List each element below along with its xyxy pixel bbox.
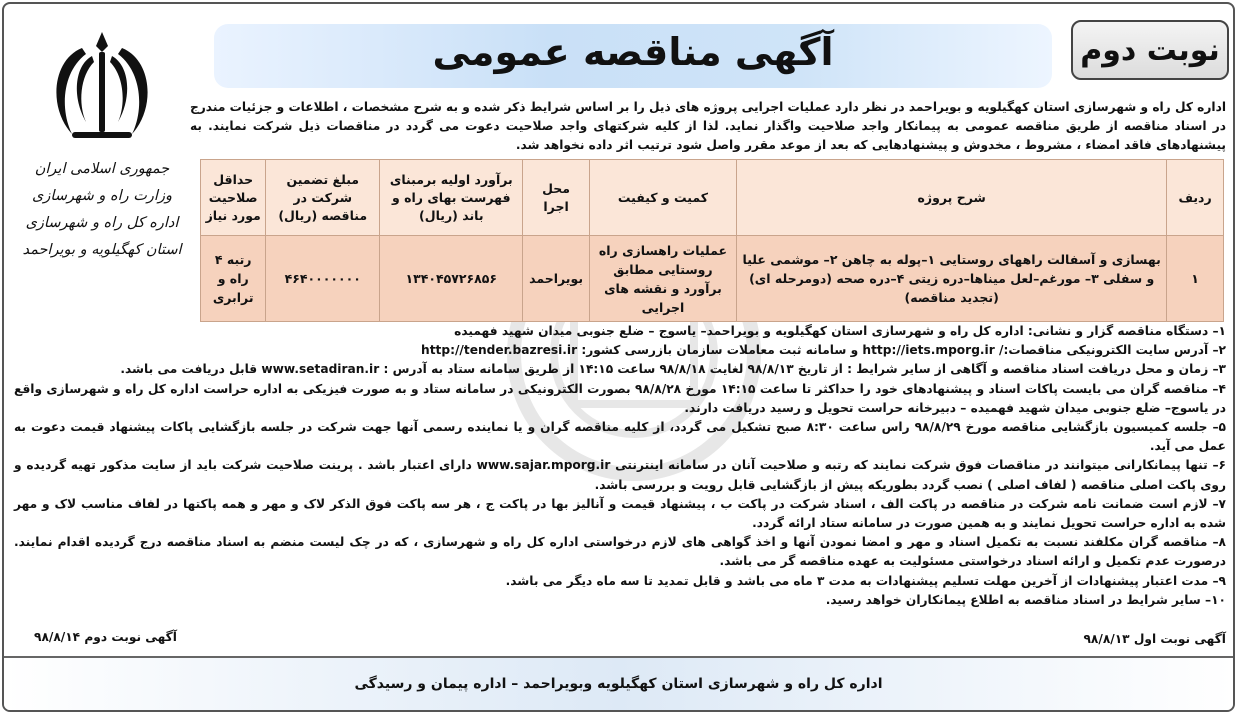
condition-item: ۲– آدرس سایت الکترونیکی مناقصات:/ http://iets.mporg.ir و سامانه ثبت معاملات سازمان بازرسی کشور: http://tender.bazresi.ir	[421, 343, 1226, 358]
cell-description: بهسازی و آسفالت راههای روستایی ۱–پوله به چاهن ۲– موشمی علیا و سفلی ۳– مورغم–لعل میناها–دره زیتی ۴–دره صحه (دومرحله ای) (تجدید مناقصه)	[737, 236, 1167, 322]
condition-item: ۹– مدت اعتبار پیشنهادات از آخرین مهلت تسلیم پیشنهادات به مدت ۳ ماه می باشد و قابل تمدید تا سه ماه دیگر می باشد.	[505, 573, 1226, 588]
cell-location: بویراحمد	[523, 236, 589, 322]
dates-row	[34, 632, 1226, 652]
condition-item: ۶– تنها پیمانکارانی میتوانند در مناقصات فوق شرکت نمایند که رتبه و صلاحیت آنان در سامانه اینترنتی www.sajar.mporg.ir دارای اعتبار باشد . پرینت صلاحیت شرکت باید از سایت مذکور تهیه گردیده و روی پاکت اصلی مناقصه ( لفاف اصلی ) نصب گردد بطوریکه پیش از بازگشایی قابل رویت و بررسی باشد.	[14, 458, 1226, 492]
header-quantity: کمیت و کیفیت	[589, 160, 737, 236]
header-location: محل اجرا	[523, 160, 589, 236]
first-notice-date: آگهی نوبت اول ۹۸/۸/۱۳	[1083, 632, 1226, 646]
footer-text: اداره کل راه و شهرسازی استان کهگیلویه وبویراحمد – اداره پیمان و رسیدگی	[354, 676, 883, 692]
footer-bar	[4, 656, 1233, 710]
intro-paragraph: اداره کل راه و شهرسازی استان کهگیلویه و بویراحمد در نظر دارد عملیات اجرایی پروژه های ذیل را بر اساس شرایط ذکر شده و به شرح مشخصات ، اطلاعات و جزئیات مندرج در اسناد مناقصه از طریق مناقصه عمومی به پیمانکار واجد صلاحیت واگذار نماید. لذا از کلیه شرکتهای واجد صلاحیت دعوت می گردد در مناقصات ذیل شرکت نمایند. به پیشنهادهای فاقد امضاء ، مشروط ، مخدوش و پیشنهادهایی که بعد از موعد مقرر واصل شود ترتیب اثر داده نخواهد شد.	[190, 100, 1226, 152]
organization-block	[12, 12, 192, 302]
tender-notice	[2, 2, 1235, 712]
table-row	[201, 236, 1224, 322]
org-department: اداره کل راه و شهرسازی	[25, 215, 179, 231]
header-estimate: برآورد اولیه برمبنای فهرست بهای راه و باند (ریال)	[380, 160, 523, 236]
condition-item: ۷– لازم است ضمانت نامه شرکت در مناقصه در پاکت الف ، اسناد شرکت در پاکت ب ، پیشنهاد قیمت و آنالیز بها در پاکت ج ، هر سه پاکت فوق الذکر لاک و مهر و همه پاکتها در لفاف مناسب لاک و مهر شده به اداره حراست تحویل نمایند و به همین صورت در سامانه ستاد ارائه گردد.	[14, 496, 1226, 531]
condition-item: ۱– دستگاه مناقصه گزار و نشانی: اداره کل راه و شهرسازی استان کهگیلویه و بویراحمد– یاسوج – ضلع جنوبی میدان شهید فهمیده	[454, 324, 1226, 338]
cell-row-no: ۱	[1167, 236, 1224, 322]
header-guarantee: مبلغ تضمین شرکت در مناقصه (ریال)	[266, 160, 380, 236]
cell-guarantee: ۴۶۴۰۰۰۰۰۰۰	[266, 236, 380, 322]
page-title: آگهی مناقصه عمومی	[432, 30, 834, 74]
iran-emblem-icon	[42, 26, 162, 146]
cell-min-grade: رتبه ۴ راه و ترابری	[201, 236, 266, 322]
cell-estimate: ۱۳۴۰۴۵۷۲۶۸۵۶	[380, 236, 523, 322]
cell-quantity: عملیات راهسازی راه روستایی مطابق برآورد و نقشه های اجرایی	[589, 236, 737, 322]
second-notice-date: آگهی نوبت دوم ۹۸/۸/۱۴	[34, 630, 177, 644]
header	[192, 10, 1229, 98]
header-row-no: ردیف	[1167, 160, 1224, 236]
conditions-list	[14, 322, 1226, 610]
header-description: شرح پروژه	[737, 160, 1167, 236]
header-min-grade: حداقل صلاحیت مورد نیاز	[201, 160, 266, 236]
condition-item: ۱۰– سایر شرایط در اسناد مناقصه به اطلاع پیمانکاران خواهد رسید.	[825, 592, 1226, 607]
org-ministry: وزارت راه و شهرسازی	[32, 188, 172, 204]
tender-table	[200, 159, 1224, 322]
round-label: نوبت دوم	[1071, 20, 1229, 80]
condition-item: ۵– جلسه کمیسیون بازگشایی مناقصه مورخ ۹۸/۸/۲۹ راس ساعت ۸:۳۰ صبح تشکیل می گردد، از کلیه مناقصه گران و یا نماینده رسمی آنها جهت شرکت در جلسه بازگشایی پاکات پیشنهاد قیمت دعوت به عمل می آید.	[14, 420, 1226, 454]
title-band	[214, 24, 1052, 88]
condition-item: ۸– مناقصه گران مکلفند نسبت به تکمیل اسناد و مهر و امضا نمودن آنها و اخذ گواهی های لازم درخواستی اداره کل راه و شهرسازی ، که در چک لیست منضم به اسناد مناقصه درج گردیده اقدام نمایند. درصورت عدم تکمیل و ارائه اسناد درخواستی مسئولیت به عهده مناقصه گر می باشد.	[14, 535, 1226, 569]
table-header-row	[201, 160, 1224, 236]
condition-item: ۴– مناقصه گران می بایست پاکات اسناد و پیشنهادهای خود را حداکثر تا ساعت ۱۴:۱۵ مورخ ۹۸/۸/۲۸ بصورت الکترونیکی در سامانه ستاد و به صورت فیزیکی به اداره حراست اداره کل راه و شهرسازی واقع در یاسوج– ضلع جنوبی میدان شهید فهمیده – دبیرخانه حراست تحویل و رسید دریافت دارند.	[14, 381, 1226, 415]
condition-item: ۳– زمان و محل دریافت اسناد مناقصه و آگاهی از سایر شرایط : از تاریخ ۹۸/۸/۱۳ لغایت ۹۸/۸/۱۸ ساعت ۱۴:۱۵ از طریق سامانه ستاد به آدرس : www.setadiran.ir قابل دریافت می باشد.	[120, 362, 1226, 377]
org-province: استان کهگیلویه و بویراحمد	[22, 242, 182, 258]
org-country: جمهوری اسلامی ایران	[34, 161, 170, 177]
